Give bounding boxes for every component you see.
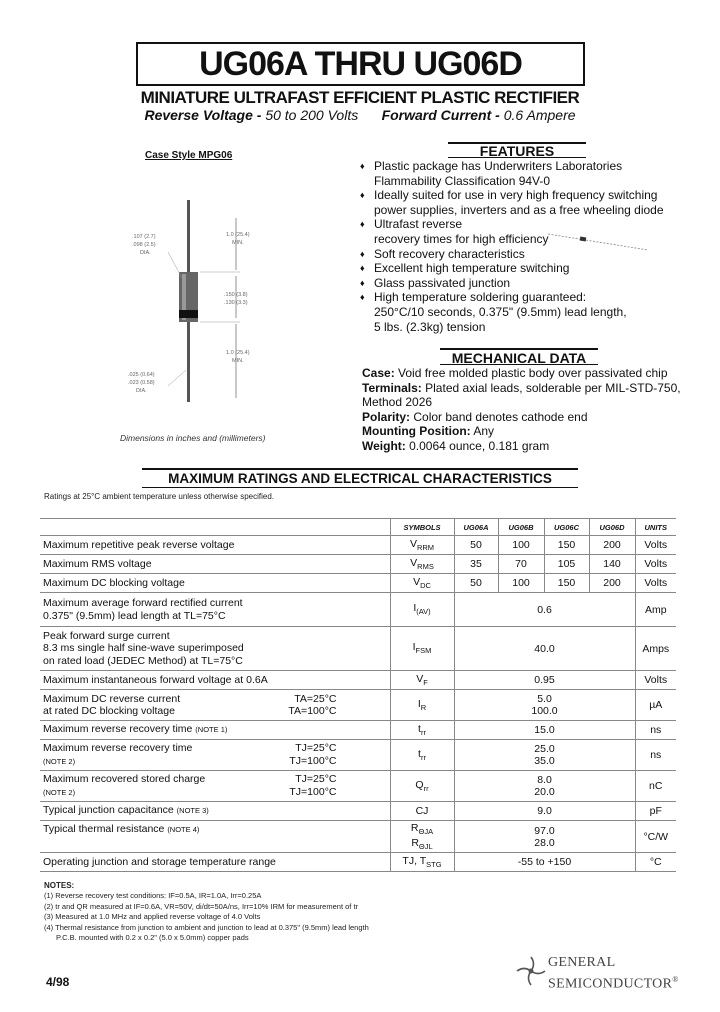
table-row: TA=25°C Maximum DC reverse current TA=100°C at rated DC blocking voltage $I_R$ 5.0 100.0 µA xyxy=(40,690,676,721)
ratings-condition: Ratings at 25°C ambient temperature unless otherwise specified. xyxy=(44,492,274,501)
feature-item: ♦ Soft recovery characteristics xyxy=(360,246,525,261)
note-line: (1) Reverse recovery test conditions: IF=0.5A, IR=1.0A, Irr=0.25A xyxy=(44,891,262,901)
col-ug06b: UG06B xyxy=(498,519,544,536)
dim-label-dia-upper-3: DIA. xyxy=(140,250,151,256)
page-title: UG06A THRU UG06D xyxy=(136,42,585,86)
dimensions-caption: Dimensions in inches and (millimeters) xyxy=(120,433,266,443)
dim-label-dia-lower-1: .025 (0.64) xyxy=(128,372,155,378)
table-row: Maximum DC blocking voltage $V_{DC}$ 50 100 150 200 Volts xyxy=(40,574,676,593)
feature-item: ♦ Plastic package has Underwriters Laboratories Flammability Classification 94V-0 xyxy=(360,159,623,188)
feature-item: ♦ Glass passivated junction xyxy=(360,275,511,290)
dim-label-dia-upper-1: .107 (2.7) xyxy=(132,234,156,240)
note-line: (3) Measured at 1.0 MHz and applied reverse voltage of 4.0 Volts xyxy=(44,912,261,922)
table-row: Typical thermal resistance (NOTE 4) $R_{\Theta JA}$ $R_{\Theta JL}$ 97.0 28.0 °C/W xyxy=(40,821,676,853)
company-logo-text: GENERAL SEMICONDUCTOR® xyxy=(548,955,679,992)
table-row: Typical junction capacitance (NOTE 3) CJ 9.0 pF xyxy=(40,802,676,821)
dim-label-body-1: .150 (3.8) xyxy=(224,292,248,298)
reverse-voltage-label: Reverse Voltage - xyxy=(144,107,262,123)
col-symbols: SYMBOLS xyxy=(390,519,454,536)
dim-label-dia-upper-2: .098 (2.5) xyxy=(132,242,156,248)
notes-heading: NOTES: xyxy=(44,881,75,890)
page-number: 4/98 xyxy=(46,975,70,989)
col-ug06a: UG06A xyxy=(454,519,498,536)
page-subtitle: MINIATURE ULTRAFAST EFFICIENT PLASTIC RECTIFIER xyxy=(140,88,580,107)
bullet-icon: ♦ xyxy=(360,263,365,274)
table-row: Maximum instantaneous forward voltage at 0.6A $V_F$ 0.95 Volts xyxy=(40,671,676,690)
forward-current-value: 0.6 Ampere xyxy=(503,107,576,123)
mechanical-data: Case: Void free molded plastic body over passivated chip Terminals: Plated axial leads, solderable per MIL-STD-750, Method 2026 Polarity: Color band denotes cathode end Mounting Position: Any Weight: 0.0064 ounce, 0.181 gram xyxy=(362,366,681,453)
cathode-band xyxy=(179,310,198,318)
table-row: TJ=25°C Maximum reverse recovery time TJ=100°C (NOTE 2) $t_{rr}$ 25.0 35.0 ns xyxy=(40,740,676,771)
company-logo-icon xyxy=(514,954,548,988)
ratings-table xyxy=(40,518,676,872)
case-style-label: Case Style MPG06 xyxy=(145,150,233,161)
reverse-voltage-value: 50 to 200 Volts xyxy=(265,107,359,123)
table-row: Maximum repetitive peak reverse voltage $V_{RRM}$ 50 100 150 200 Volts xyxy=(40,536,676,555)
bullet-icon: ♦ xyxy=(360,277,365,288)
note-line: (2) tr and QR measured at IF=0.6A, VR=50V, di/dt=50A/ns, Irr=10% IRM for measurement of tr xyxy=(44,901,359,911)
table-row: Maximum average forward rectified current 0.375" (9.5mm) lead length at TL=75°C $I_{(AV)}$ 0.6 Amp xyxy=(40,593,676,627)
table-header-row xyxy=(40,519,676,536)
max-ratings-heading: MAXIMUM RATINGS AND ELECTRICAL CHARACTERISTICS xyxy=(142,468,578,488)
package-drawing xyxy=(120,190,280,430)
forward-current-label: Forward Current - xyxy=(381,107,500,123)
lower-lead xyxy=(187,322,190,402)
bullet-icon: ♦ xyxy=(360,292,365,303)
table-row: Maximum reverse recovery time (NOTE 1) $t_{rr}$ 15.0 ns xyxy=(40,721,676,740)
bullet-icon: ♦ xyxy=(360,161,365,171)
dim-label-lead-1: 1.0 (25.4) xyxy=(226,232,250,238)
feature-item: ♦ Ultrafast reverse recovery times for high efficiency xyxy=(360,217,549,246)
notes xyxy=(44,881,369,943)
ratings-summary xyxy=(0,107,720,123)
note-line: (4) Thermal resistance from junction to ambient and junction to lead at 0.375" (9.5mm) lead length xyxy=(44,922,369,932)
table-row: TJ=25°C Maximum recovered stored charge TJ=100°C (NOTE 2) $Q_{rr}$ 8.0 20.0 nC xyxy=(40,771,676,802)
feature-item: ♦ Ideally suited for use in very high frequency switching power supplies, inverters and as a free wheeling diode xyxy=(360,188,664,217)
col-units: UNITS xyxy=(635,519,676,536)
dim-label-dia-lower-2: .023 (0.58) xyxy=(128,380,155,386)
table-row: Operating junction and storage temperature range TJ, $T_{STG}$ -55 to +150 °C xyxy=(40,853,676,872)
dim-label-lead2-1: 1.0 (25.4) xyxy=(226,350,250,356)
dim-label-lead-2: MIN. xyxy=(232,240,244,246)
upper-lead xyxy=(187,200,190,272)
col-ug06d: UG06D xyxy=(589,519,635,536)
dim-label-body-2: .130 (3.3) xyxy=(224,300,248,306)
dim-label-dia-lower-3: DIA. xyxy=(136,388,147,394)
table-row: Peak forward surge current 8.3 ms single half sine-wave superimposed on rated load (JEDEC Method) at TL=75°C $I_{FSM}$ 40.0 Amps xyxy=(40,627,676,671)
bullet-icon: ♦ xyxy=(360,190,365,201)
note-line: P.C.B. mounted with 0.2 x 0.2" (5.0 x 5.0mm) copper pads xyxy=(56,933,249,943)
dim-label-lead2-2: MIN. xyxy=(232,358,244,364)
small-diode-icon xyxy=(548,230,648,252)
mechanical-heading: MECHANICAL DATA xyxy=(440,348,598,365)
feature-item: ♦ Excellent high temperature switching xyxy=(360,261,570,276)
bullet-icon: ♦ xyxy=(360,219,365,230)
features-heading: FEATURES xyxy=(448,142,586,158)
feature-item: ♦ High temperature soldering guaranteed: 250°C/10 seconds, 0.375" (9.5mm) lead length, 5 lbs. (2.3kg) tension xyxy=(360,290,627,334)
col-ug06c: UG06C xyxy=(544,519,589,536)
bullet-icon: ♦ xyxy=(360,248,365,259)
table-row: Maximum RMS voltage $V_{RMS}$ 35 70 105 140 Volts xyxy=(40,555,676,574)
